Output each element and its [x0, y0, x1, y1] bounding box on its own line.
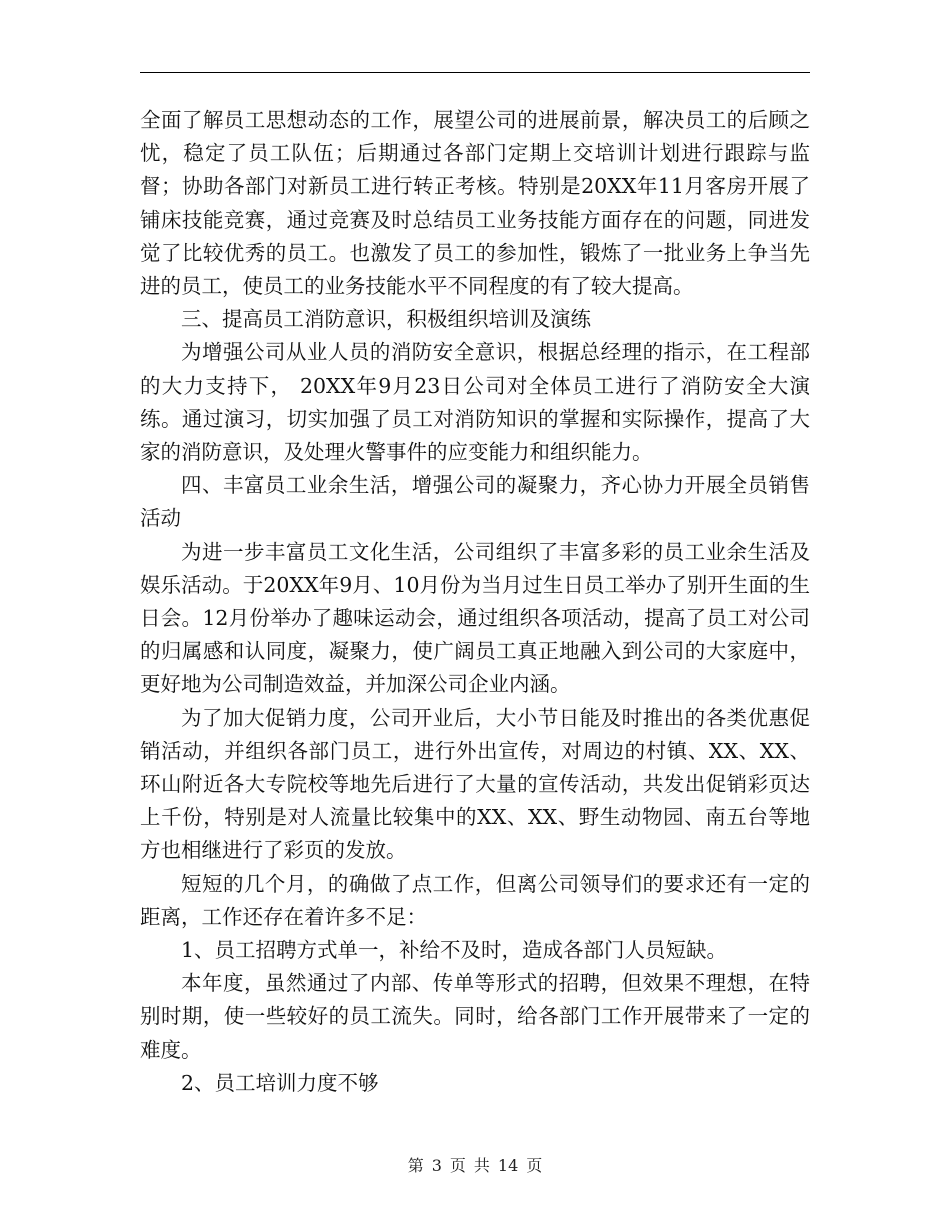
footer-page-label: 页: [449, 1156, 466, 1175]
footer-total-pages: 14: [497, 1156, 519, 1175]
paragraph-activities: 为进一步丰富员工文化生活，公司组织了丰富多彩的员工业余生活及娱乐活动。于20XX年9月、10月份为当月过生日员工举办了别开生面的生日会。12月份举办了趣味运动会，通过组织各项活动，提高了员工对公司的归属感和认同度，凝聚力，使广阔员工真正地融入到公司的大家庭中，更好地为公司制造效益，并加深公司企业内涵。: [140, 539, 810, 697]
footer-page-number: 3: [431, 1156, 442, 1175]
body-text: [140, 104, 810, 1100]
section-heading-employee-life: 四、丰富员工业余生活，增强公司的凝聚力，齐心协力开展全员销售活动: [140, 473, 810, 531]
page-footer: [0, 1153, 950, 1176]
list-item-recruitment: 1、员工招聘方式单一，补给不及时，造成各部门人员短缺。: [181, 938, 728, 963]
footer-prefix: 第: [407, 1156, 424, 1175]
footer-total-label: 共: [473, 1156, 490, 1175]
paragraph-fire-drill: 为增强公司从业人员的消防安全意识，根据总经理的指示，在工程部的大力支持下， 20XX年9月23日公司对全体员工进行了消防安全大演练。通过演习，切实加强了员工对消防知识的掌握和实际操作，提高了大家的消防意识，及处理火警事件的应变能力和组织能力。: [140, 340, 810, 465]
section-heading-fire-safety: 三、提高员工消防意识，积极组织培训及演练: [181, 307, 591, 332]
paragraph-shortcomings: 短短的几个月，的确做了点工作，但离公司领导们的要求还有一定的距离，工作还存在着许多不足：: [140, 871, 810, 929]
footer-suffix: 页: [526, 1156, 543, 1175]
header-rule: [140, 72, 810, 73]
list-item-training: 2、员工培训力度不够: [181, 1070, 379, 1095]
paragraph-promotion: 为了加大促销力度，公司开业后，大小节日能及时推出的各类优惠促销活动，并组织各部门员工，进行外出宣传，对周边的村镇、XX、XX、环山附近各大专院校等地先后进行了大量的宣传活动，共发出促销彩页达上千份，特别是对人流量比较集中的XX、XX、野生动物园、南五台等地方也相继进行了彩页的发放。: [140, 705, 810, 863]
paragraph-continuation: 全面了解员工思想动态的工作，展望公司的进展前景，解决员工的后顾之忧，稳定了员工队伍；后期通过各部门定期上交培训计划进行跟踪与监督；协助各部门对新员工进行转正考核。特别是20XX年11月客房开展了铺床技能竞赛，通过竞赛及时总结员工业务技能方面存在的问题，同进发觉了比较优秀的员工。也激发了员工的参加性，锻炼了一批业务上争当先进的员工，使员工的业务技能水平不同程度的有了较大提高。: [140, 108, 810, 299]
paragraph-recruitment-detail: 本年度，虽然通过了内部、传单等形式的招聘，但效果不理想，在特别时期，使一些较好的员工流失。同时，给各部门工作开展带来了一定的难度。: [140, 971, 810, 1062]
